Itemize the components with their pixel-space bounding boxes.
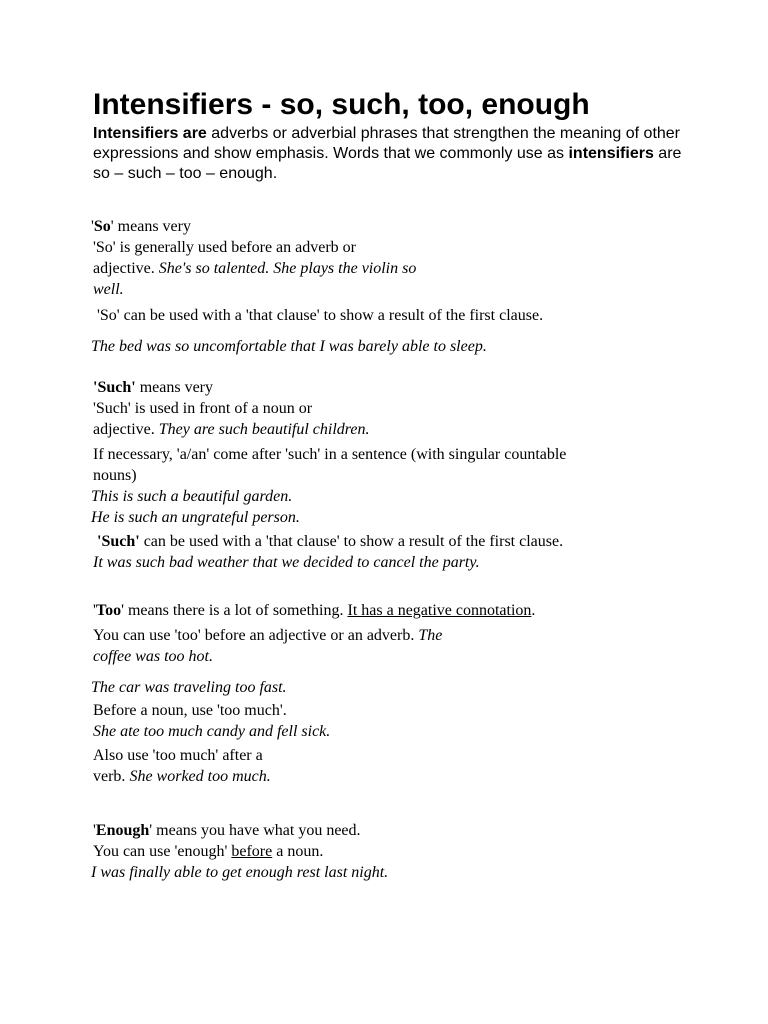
too-verb-rule-line2: verb. She worked too much.	[93, 768, 271, 785]
such-article-line2: nouns)	[93, 467, 137, 484]
so-definition: 'So' means very	[91, 218, 191, 235]
intro-bold-intensifiers: intensifiers	[568, 145, 654, 162]
intro-text-part1: adverbs or adverbial phrases that strengthen the meaning of other expressions and show emphasis. Words that we commonly use as	[93, 125, 681, 162]
enough-usage: You can use 'enough' before a noun.	[93, 843, 324, 860]
enough-definition: 'Enough' means you have what you need.	[93, 822, 361, 839]
such-usage-line2: adjective. They are such beautiful children.	[93, 421, 370, 438]
enough-before-underlined: before	[231, 843, 273, 860]
so-usage-line3: well.	[93, 281, 124, 298]
intro-lead-bold: Intensifiers are	[93, 125, 207, 142]
too-noun-example: She ate too much candy and fell sick.	[93, 723, 331, 740]
too-usage-line1: You can use 'too' before an adjective or an adverb. The	[93, 627, 443, 644]
such-example-garden: This is such a beautiful garden.	[91, 488, 293, 505]
too-usage-line2: coffee was too hot.	[93, 648, 213, 665]
such-example-person: He is such an ungrateful person.	[91, 509, 300, 526]
too-example-car: The car was traveling too fast.	[91, 679, 287, 696]
such-definition: 'Such' means very	[93, 379, 213, 396]
page-title: Intensifiers - so, such, too, enough	[93, 88, 590, 121]
so-term: So	[93, 218, 111, 235]
such-example-children: They are such beautiful children.	[158, 421, 370, 438]
too-definition: 'Too' means there is a lot of something. It has a negative connotation.	[93, 602, 536, 619]
such-article-line1: If necessary, 'a/an' come after 'such' in a sentence (with singular countable	[93, 446, 567, 463]
too-negative-connotation: It has a negative connotation	[347, 602, 532, 619]
enough-term: Enough	[95, 822, 150, 839]
such-term: 'Such'	[93, 379, 136, 396]
so-usage-line2: adjective. She's so talented. She plays the violin so	[93, 260, 417, 277]
such-usage-line1: 'Such' is used in front of a noun or	[93, 400, 313, 417]
enough-example: I was finally able to get enough rest last night.	[91, 864, 389, 881]
such-that-example: It was such bad weather that we decided to cancel the party.	[93, 554, 480, 571]
such-that-clause: 'Such' can be used with a 'that clause' to show a result of the first clause.	[97, 533, 564, 550]
so-that-example: The bed was so uncomfortable that I was barely able to sleep.	[91, 338, 487, 355]
too-term: Too	[95, 602, 122, 619]
so-example-talented: She's so talented. She plays the violin so	[158, 260, 417, 277]
too-verb-rule-line1: Also use 'too much' after a	[93, 747, 263, 764]
so-that-clause: 'So' can be used with a 'that clause' to show a result of the first clause.	[97, 307, 544, 324]
so-usage-line1: 'So' is generally used before an adverb or	[93, 239, 357, 256]
too-noun-rule: Before a noun, use 'too much'.	[93, 702, 287, 719]
intro-text-part2: are so – such – too – enough.	[93, 145, 682, 182]
intro-paragraph	[93, 124, 693, 184]
